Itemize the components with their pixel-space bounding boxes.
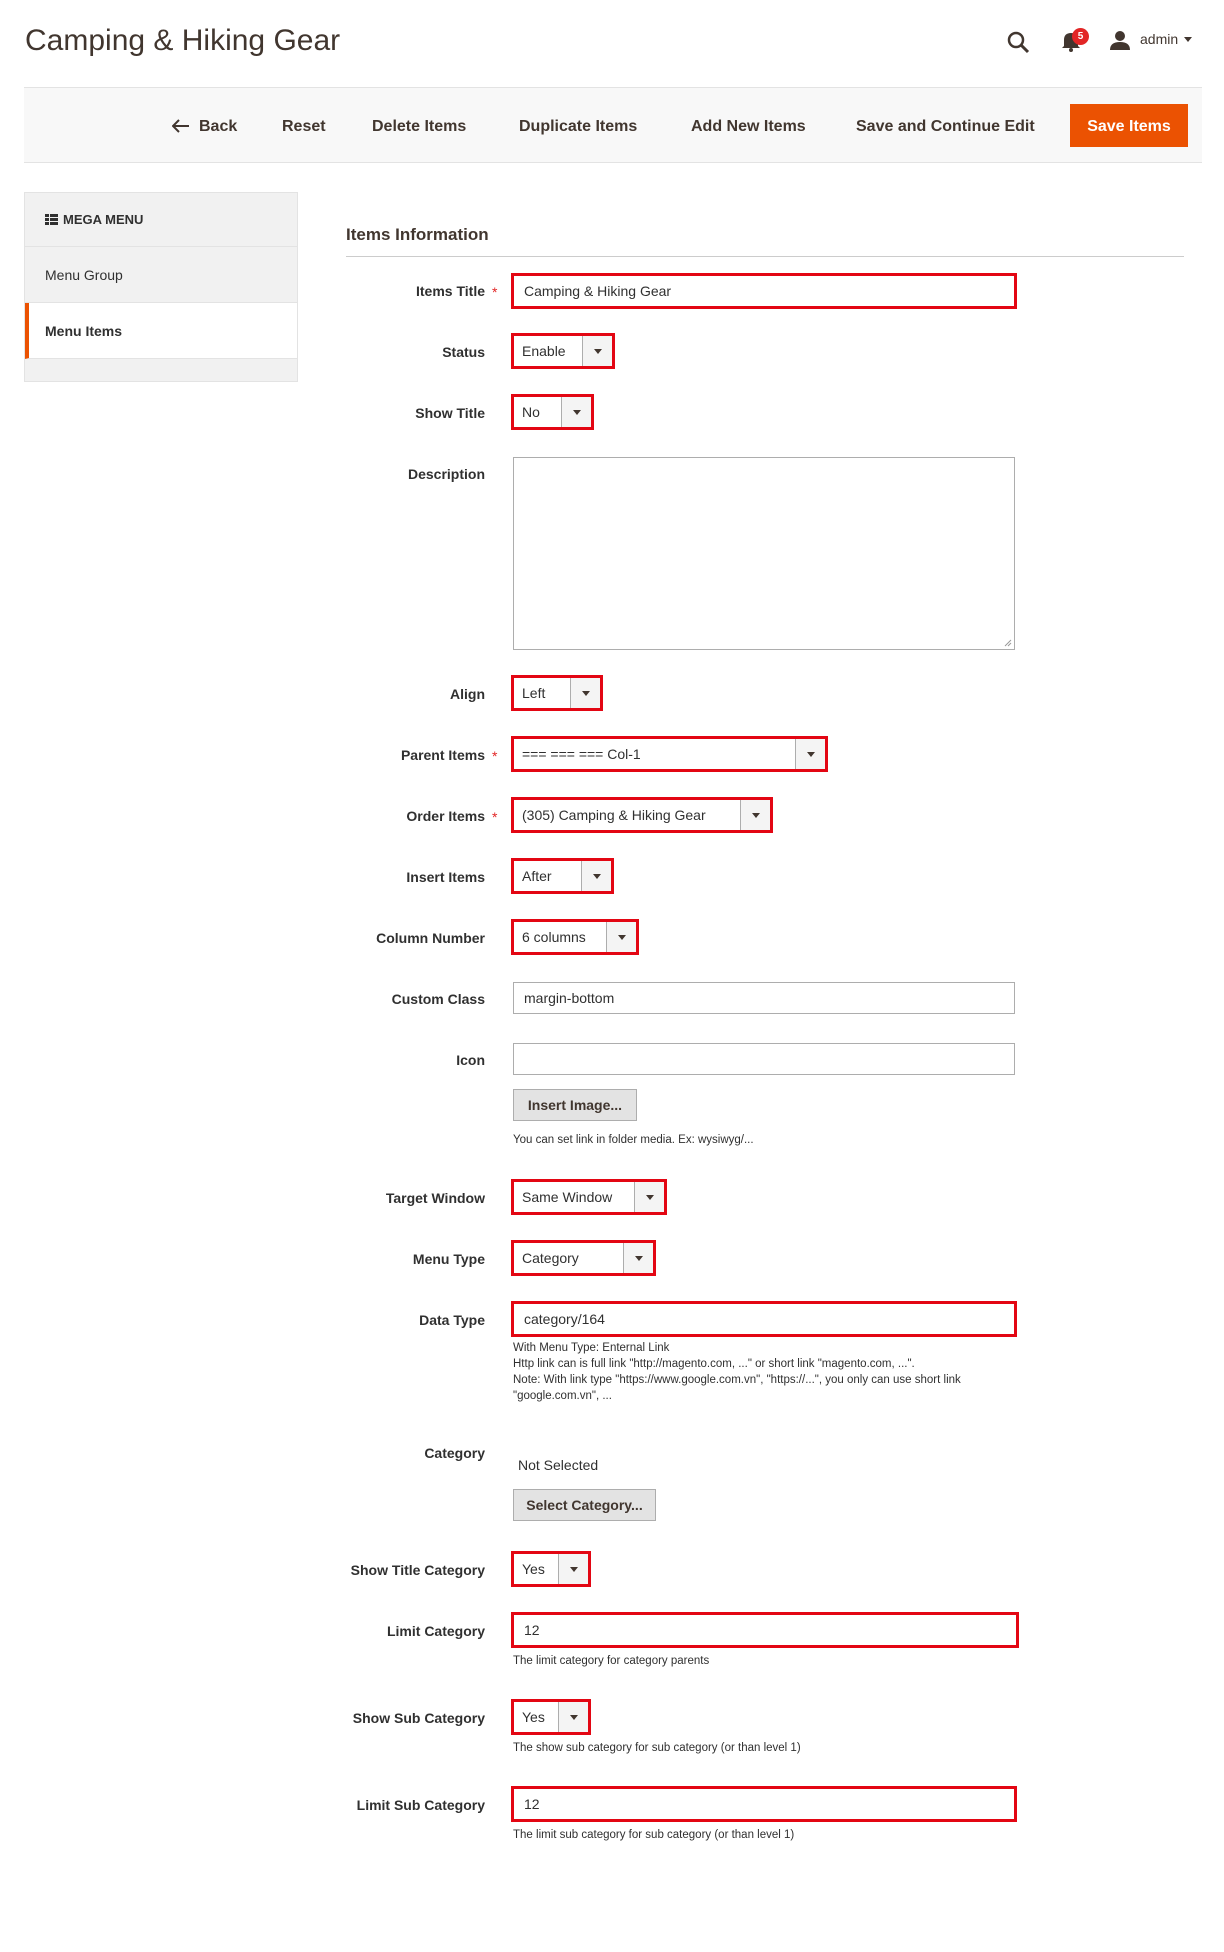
section-divider <box>346 256 1184 257</box>
menu-type-value: Category <box>522 1250 579 1266</box>
column-number-value: 6 columns <box>522 929 586 945</box>
menu-type-label: Menu Type <box>412 1251 485 1267</box>
custom-class-input[interactable]: margin-bottom <box>513 982 1015 1014</box>
sidebar-heading <box>25 193 297 247</box>
data-type-note-line-4: "google.com.vn", ... <box>513 1390 612 1402</box>
show-title-label: Show Title <box>415 405 485 421</box>
chevron-down-icon <box>606 922 636 952</box>
add-new-items-button[interactable]: Add New Items <box>691 118 806 135</box>
insert-items-value: After <box>522 868 552 884</box>
section-title: Items Information <box>346 225 489 244</box>
data-type-note-line-3: Note: With link type "https://www.google.com.vn", "https://...", you only can use short link <box>513 1374 961 1386</box>
resize-grip-icon[interactable] <box>1004 639 1012 647</box>
items-title-label: Items Title <box>416 283 485 299</box>
page-actions-bar <box>24 87 1202 163</box>
parent-items-label: Parent Items <box>400 747 485 763</box>
save-and-continue-button[interactable]: Save and Continue Edit <box>856 118 1035 135</box>
required-mark: * <box>492 809 498 825</box>
data-type-input[interactable]: category/164 <box>513 1303 1015 1335</box>
show-title-category-select[interactable] <box>513 1553 589 1585</box>
show-title-category-value: Yes <box>522 1561 545 1577</box>
target-window-value: Same Window <box>522 1189 613 1205</box>
items-title-input[interactable]: Camping & Hiking Gear <box>513 275 1015 307</box>
show-sub-category-value: Yes <box>522 1709 545 1725</box>
parent-items-value: === === === Col-1 <box>522 746 641 762</box>
status-value: Enable <box>522 343 566 359</box>
align-label: Align <box>450 686 485 702</box>
delete-items-button[interactable]: Delete Items <box>372 118 467 135</box>
chevron-down-icon <box>582 336 612 366</box>
sidebar <box>24 192 298 382</box>
description-textarea[interactable] <box>513 457 1015 650</box>
chevron-down-icon <box>570 678 600 708</box>
insert-image-button[interactable]: Insert Image... <box>513 1089 637 1121</box>
user-icon[interactable] <box>1110 30 1130 50</box>
category-value: Not Selected <box>518 1457 599 1473</box>
duplicate-items-button[interactable]: Duplicate Items <box>519 118 638 135</box>
sidebar-heading-label: MEGA MENU <box>63 212 144 227</box>
align-select[interactable] <box>513 677 601 709</box>
limit-sub-category-input[interactable]: 12 <box>513 1788 1015 1820</box>
show-title-value: No <box>522 404 540 420</box>
target-window-label: Target Window <box>385 1190 485 1206</box>
show-sub-category-select[interactable] <box>513 1701 589 1733</box>
chevron-down-icon <box>558 1702 588 1732</box>
column-number-select[interactable] <box>513 921 637 953</box>
limit-category-input[interactable]: 12 <box>513 1614 1017 1646</box>
data-type-note-line-1: With Menu Type: Enternal Link <box>513 1342 670 1354</box>
column-number-label: Column Number <box>376 930 485 946</box>
chevron-down-icon <box>634 1182 664 1212</box>
show-sub-category-label: Show Sub Category <box>352 1710 485 1726</box>
icon-label: Icon <box>456 1052 485 1068</box>
notification-badge[interactable]: 5 <box>1072 28 1089 45</box>
limit-category-label: Limit Category <box>386 1623 485 1639</box>
chevron-down-icon <box>795 739 825 769</box>
limit-category-note: The limit category for category parents <box>513 1655 710 1667</box>
show-title-select[interactable] <box>513 396 592 428</box>
required-mark: * <box>492 748 498 764</box>
order-items-label: Order Items <box>406 808 485 824</box>
parent-items-select[interactable] <box>513 738 826 770</box>
description-label: Description <box>407 466 485 482</box>
insert-items-select[interactable] <box>513 860 612 892</box>
reset-button[interactable]: Reset <box>282 118 326 135</box>
limit-sub-category-note: The limit sub category for sub category (or than level 1) <box>513 1829 795 1841</box>
menu-type-select[interactable] <box>513 1242 654 1274</box>
page-title: Camping & Hiking Gear <box>25 24 341 57</box>
data-type-note-line-2: Http link can is full link "http://magento.com, ..." or short link "magento.com, ...". <box>513 1358 915 1370</box>
chevron-down-icon <box>558 1554 588 1584</box>
back-button[interactable]: Back <box>199 118 238 135</box>
icon-input[interactable] <box>513 1043 1015 1075</box>
grid-icon <box>45 214 58 225</box>
chevron-down-icon <box>581 861 611 891</box>
custom-class-label: Custom Class <box>391 991 485 1007</box>
chevron-down-icon[interactable] <box>1184 37 1192 42</box>
target-window-select[interactable] <box>513 1181 665 1213</box>
save-items-button[interactable]: Save Items <box>1070 104 1188 147</box>
order-items-value: (305) Camping & Hiking Gear <box>522 807 706 823</box>
limit-sub-category-label: Limit Sub Category <box>356 1797 485 1813</box>
data-type-label: Data Type <box>419 1312 485 1328</box>
arrow-left-icon[interactable] <box>172 119 190 133</box>
sidebar-item-menu-items[interactable]: Menu Items <box>25 303 297 359</box>
order-items-select[interactable] <box>513 799 771 831</box>
show-title-category-label: Show Title Category <box>350 1562 485 1578</box>
category-label: Category <box>424 1445 485 1461</box>
icon-note: You can set link in folder media. Ex: wysiwyg/... <box>513 1134 754 1146</box>
user-name[interactable]: admin <box>1140 31 1179 47</box>
insert-items-label: Insert Items <box>406 869 485 885</box>
chevron-down-icon <box>740 800 770 830</box>
chevron-down-icon <box>623 1243 653 1273</box>
align-value: Left <box>522 685 546 701</box>
chevron-down-icon <box>561 397 591 427</box>
search-icon[interactable] <box>1006 30 1030 54</box>
select-category-button[interactable]: Select Category... <box>513 1489 656 1521</box>
show-sub-category-note: The show sub category for sub category (or than level 1) <box>513 1742 801 1754</box>
status-label: Status <box>442 344 485 360</box>
required-mark: * <box>492 284 498 300</box>
status-select[interactable] <box>513 335 613 367</box>
sidebar-item-menu-group[interactable]: Menu Group <box>25 247 297 303</box>
